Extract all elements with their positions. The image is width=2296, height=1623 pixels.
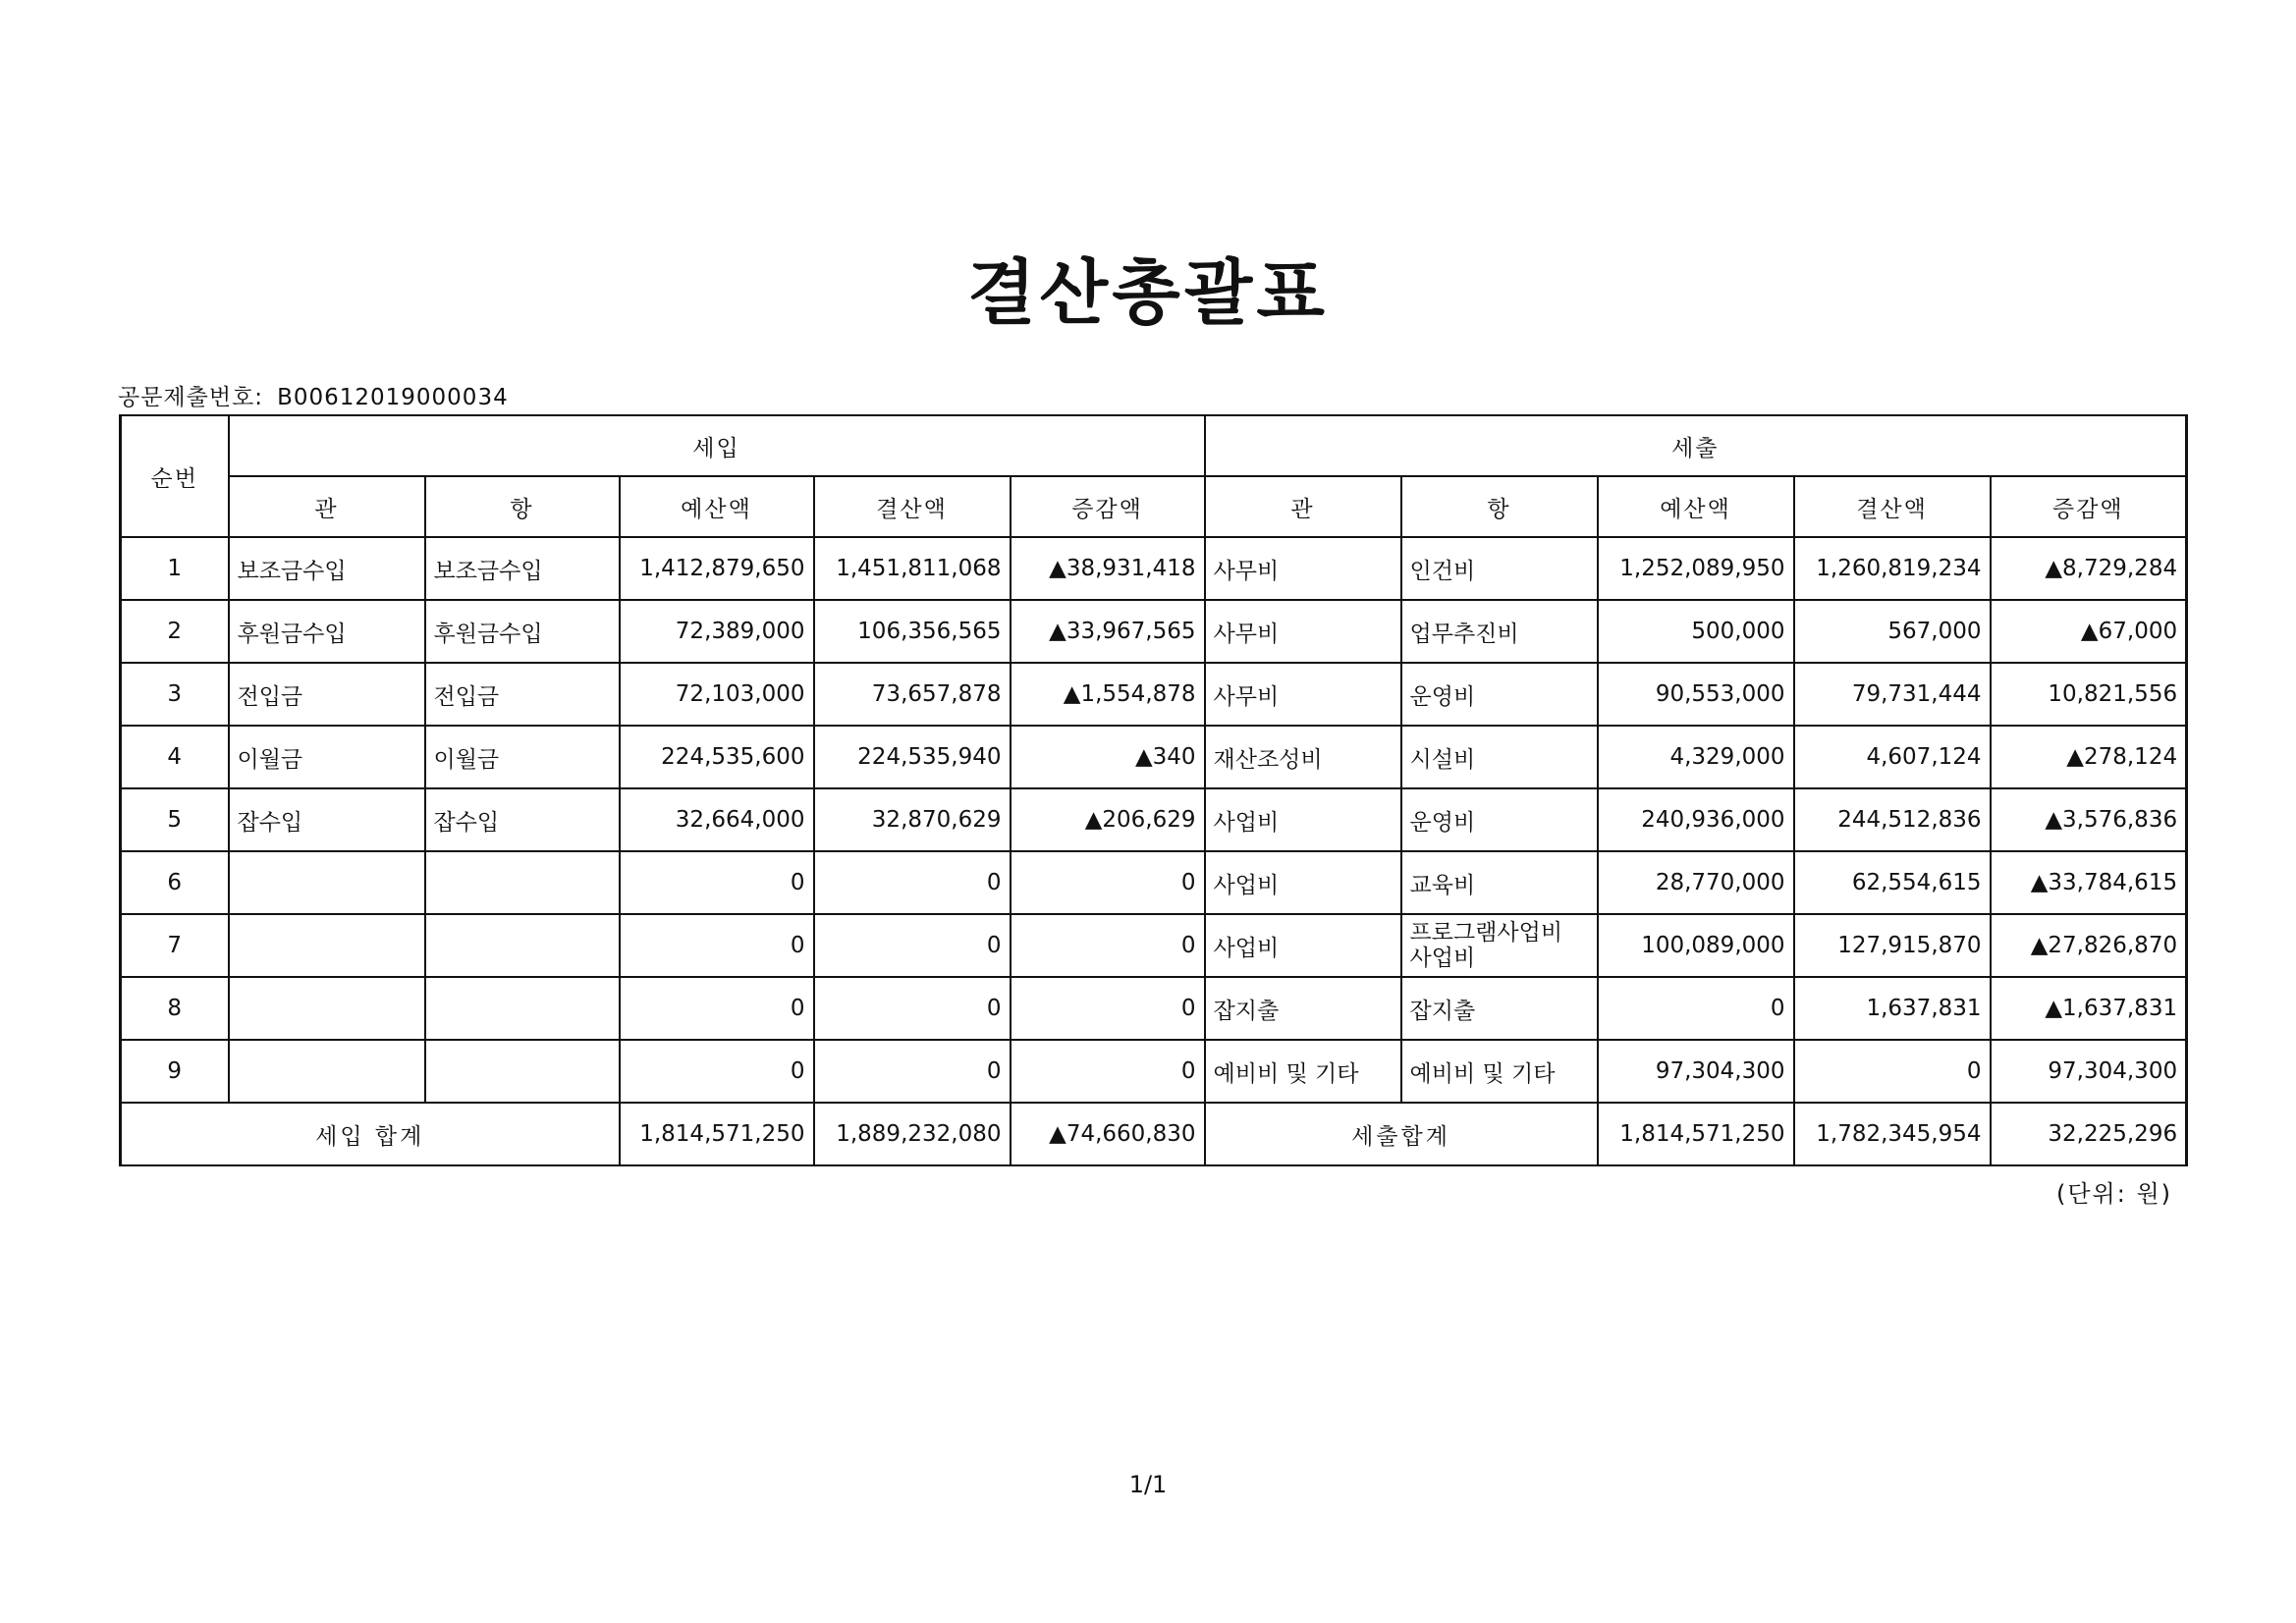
expense-settlement-cell: 4,607,124	[1794, 726, 1991, 788]
expense-settlement-cell: 0	[1794, 1040, 1991, 1103]
header-expense-settlement: 결산액	[1794, 476, 1991, 537]
expense-total-label: 세출합계	[1205, 1103, 1598, 1165]
table-row	[121, 537, 2187, 600]
seq-cell: 6	[121, 851, 229, 914]
income-budget-cell: 32,664,000	[620, 788, 814, 851]
expense-budget-cell: 240,936,000	[1598, 788, 1794, 851]
expense-budget-cell: 1,252,089,950	[1598, 537, 1794, 600]
income-gwan-cell: 후원금수입	[229, 600, 425, 663]
income-settlement-cell: 0	[814, 914, 1011, 977]
income-budget-cell: 0	[620, 914, 814, 977]
income-hang-cell: 전입금	[425, 663, 620, 726]
income-gwan-cell: 이월금	[229, 726, 425, 788]
income-change-cell: ▲1,554,878	[1011, 663, 1205, 726]
expense-hang-cell: 예비비 및 기타	[1401, 1040, 1598, 1103]
income-budget-cell: 0	[620, 851, 814, 914]
table-row	[121, 600, 2187, 663]
income-gwan-cell	[229, 1040, 425, 1103]
income-gwan-cell: 잡수입	[229, 788, 425, 851]
expense-hang-cell: 시설비	[1401, 726, 1598, 788]
income-hang-cell	[425, 1040, 620, 1103]
table-row	[121, 663, 2187, 726]
expense-budget-cell: 97,304,300	[1598, 1040, 1794, 1103]
income-total-change: ▲74,660,830	[1011, 1103, 1205, 1165]
seq-cell: 2	[121, 600, 229, 663]
table-row	[121, 914, 2187, 977]
totals-row	[121, 1103, 2187, 1165]
expense-settlement-cell: 127,915,870	[1794, 914, 1991, 977]
income-settlement-cell: 32,870,629	[814, 788, 1011, 851]
expense-hang-cell: 교육비	[1401, 851, 1598, 914]
income-change-cell: 0	[1011, 914, 1205, 977]
expense-hang-cell: 잡지출	[1401, 977, 1598, 1040]
income-change-cell: 0	[1011, 851, 1205, 914]
income-hang-cell: 보조금수입	[425, 537, 620, 600]
income-change-cell: 0	[1011, 977, 1205, 1040]
income-gwan-cell	[229, 914, 425, 977]
expense-change-cell: ▲33,784,615	[1991, 851, 2187, 914]
expense-gwan-cell: 사업비	[1205, 914, 1401, 977]
income-hang-cell	[425, 977, 620, 1040]
expense-settlement-cell: 244,512,836	[1794, 788, 1991, 851]
header-income-change: 증감액	[1011, 476, 1205, 537]
seq-cell: 3	[121, 663, 229, 726]
expense-change-cell: ▲27,826,870	[1991, 914, 2187, 977]
expense-budget-cell: 100,089,000	[1598, 914, 1794, 977]
income-budget-cell: 0	[620, 977, 814, 1040]
income-gwan-cell: 보조금수입	[229, 537, 425, 600]
expense-settlement-cell: 62,554,615	[1794, 851, 1991, 914]
settlement-summary-table	[119, 414, 2188, 1166]
table-row	[121, 851, 2187, 914]
header-income-hang: 항	[425, 476, 620, 537]
expense-change-cell: 10,821,556	[1991, 663, 2187, 726]
expense-total-settlement: 1,782,345,954	[1794, 1103, 1991, 1165]
expense-change-cell: ▲8,729,284	[1991, 537, 2187, 600]
expense-hang-cell: 프로그램사업비 사업비	[1401, 914, 1598, 977]
income-total-settlement: 1,889,232,080	[814, 1103, 1011, 1165]
expense-gwan-cell: 재산조성비	[1205, 726, 1401, 788]
header-expense-change: 증감액	[1991, 476, 2187, 537]
doc-number-value: B00612019000034	[277, 385, 509, 410]
header-seq: 순번	[121, 415, 229, 537]
expense-change-cell: ▲278,124	[1991, 726, 2187, 788]
expense-gwan-cell: 사업비	[1205, 788, 1401, 851]
income-change-cell: ▲33,967,565	[1011, 600, 1205, 663]
doc-number-label: 공문제출번호:	[118, 385, 264, 410]
expense-gwan-cell: 예비비 및 기타	[1205, 1040, 1401, 1103]
expense-settlement-cell: 1,260,819,234	[1794, 537, 1991, 600]
income-settlement-cell: 106,356,565	[814, 600, 1011, 663]
header-group-row	[121, 415, 2187, 476]
table-row	[121, 977, 2187, 1040]
income-gwan-cell: 전입금	[229, 663, 425, 726]
seq-cell: 5	[121, 788, 229, 851]
expense-hang-cell: 운영비	[1401, 788, 1598, 851]
income-settlement-cell: 0	[814, 1040, 1011, 1103]
income-settlement-cell: 0	[814, 851, 1011, 914]
income-settlement-cell: 1,451,811,068	[814, 537, 1011, 600]
expense-settlement-cell: 1,637,831	[1794, 977, 1991, 1040]
expense-settlement-cell: 79,731,444	[1794, 663, 1991, 726]
header-expense-hang: 항	[1401, 476, 1598, 537]
expense-change-cell: 97,304,300	[1991, 1040, 2187, 1103]
seq-cell: 1	[121, 537, 229, 600]
income-budget-cell: 224,535,600	[620, 726, 814, 788]
income-hang-cell: 잡수입	[425, 788, 620, 851]
income-settlement-cell: 0	[814, 977, 1011, 1040]
page-number: 1/1	[1128, 1471, 1168, 1498]
header-column-row	[121, 476, 2187, 537]
income-budget-cell: 1,412,879,650	[620, 537, 814, 600]
income-budget-cell: 0	[620, 1040, 814, 1103]
seq-cell: 9	[121, 1040, 229, 1103]
header-income-gwan: 관	[229, 476, 425, 537]
expense-gwan-cell: 사업비	[1205, 851, 1401, 914]
income-hang-cell	[425, 914, 620, 977]
unit-note: (단위: 원)	[2056, 1180, 2172, 1208]
income-change-cell: ▲340	[1011, 726, 1205, 788]
expense-budget-cell: 0	[1598, 977, 1794, 1040]
table-row	[121, 1040, 2187, 1103]
income-hang-cell	[425, 851, 620, 914]
page-title: 결산총괄표	[967, 251, 1329, 334]
header-income-settlement: 결산액	[814, 476, 1011, 537]
expense-budget-cell: 500,000	[1598, 600, 1794, 663]
income-gwan-cell	[229, 851, 425, 914]
header-income-group: 세입	[229, 415, 1205, 476]
expense-budget-cell: 90,553,000	[1598, 663, 1794, 726]
income-change-cell: ▲38,931,418	[1011, 537, 1205, 600]
expense-total-change: 32,225,296	[1991, 1103, 2187, 1165]
income-gwan-cell	[229, 977, 425, 1040]
income-change-cell: 0	[1011, 1040, 1205, 1103]
expense-gwan-cell: 사무비	[1205, 663, 1401, 726]
expense-change-cell: ▲1,637,831	[1991, 977, 2187, 1040]
income-change-cell: ▲206,629	[1011, 788, 1205, 851]
income-budget-cell: 72,389,000	[620, 600, 814, 663]
header-expense-gwan: 관	[1205, 476, 1401, 537]
income-settlement-cell: 224,535,940	[814, 726, 1011, 788]
expense-budget-cell: 28,770,000	[1598, 851, 1794, 914]
seq-cell: 8	[121, 977, 229, 1040]
expense-change-cell: ▲67,000	[1991, 600, 2187, 663]
seq-cell: 4	[121, 726, 229, 788]
expense-hang-cell: 운영비	[1401, 663, 1598, 726]
income-settlement-cell: 73,657,878	[814, 663, 1011, 726]
table-row	[121, 726, 2187, 788]
header-income-budget: 예산액	[620, 476, 814, 537]
header-expense-group: 세출	[1205, 415, 2187, 476]
doc-number	[118, 379, 509, 411]
expense-gwan-cell: 사무비	[1205, 600, 1401, 663]
expense-budget-cell: 4,329,000	[1598, 726, 1794, 788]
income-budget-cell: 72,103,000	[620, 663, 814, 726]
income-total-budget: 1,814,571,250	[620, 1103, 814, 1165]
expense-gwan-cell: 잡지출	[1205, 977, 1401, 1040]
header-expense-budget: 예산액	[1598, 476, 1794, 537]
table-row	[121, 788, 2187, 851]
expense-change-cell: ▲3,576,836	[1991, 788, 2187, 851]
income-total-label: 세입 합계	[121, 1103, 620, 1165]
expense-hang-cell: 업무추진비	[1401, 600, 1598, 663]
income-hang-cell: 이월금	[425, 726, 620, 788]
expense-gwan-cell: 사무비	[1205, 537, 1401, 600]
expense-hang-cell: 인건비	[1401, 537, 1598, 600]
expense-total-budget: 1,814,571,250	[1598, 1103, 1794, 1165]
seq-cell: 7	[121, 914, 229, 977]
income-hang-cell: 후원금수입	[425, 600, 620, 663]
expense-settlement-cell: 567,000	[1794, 600, 1991, 663]
